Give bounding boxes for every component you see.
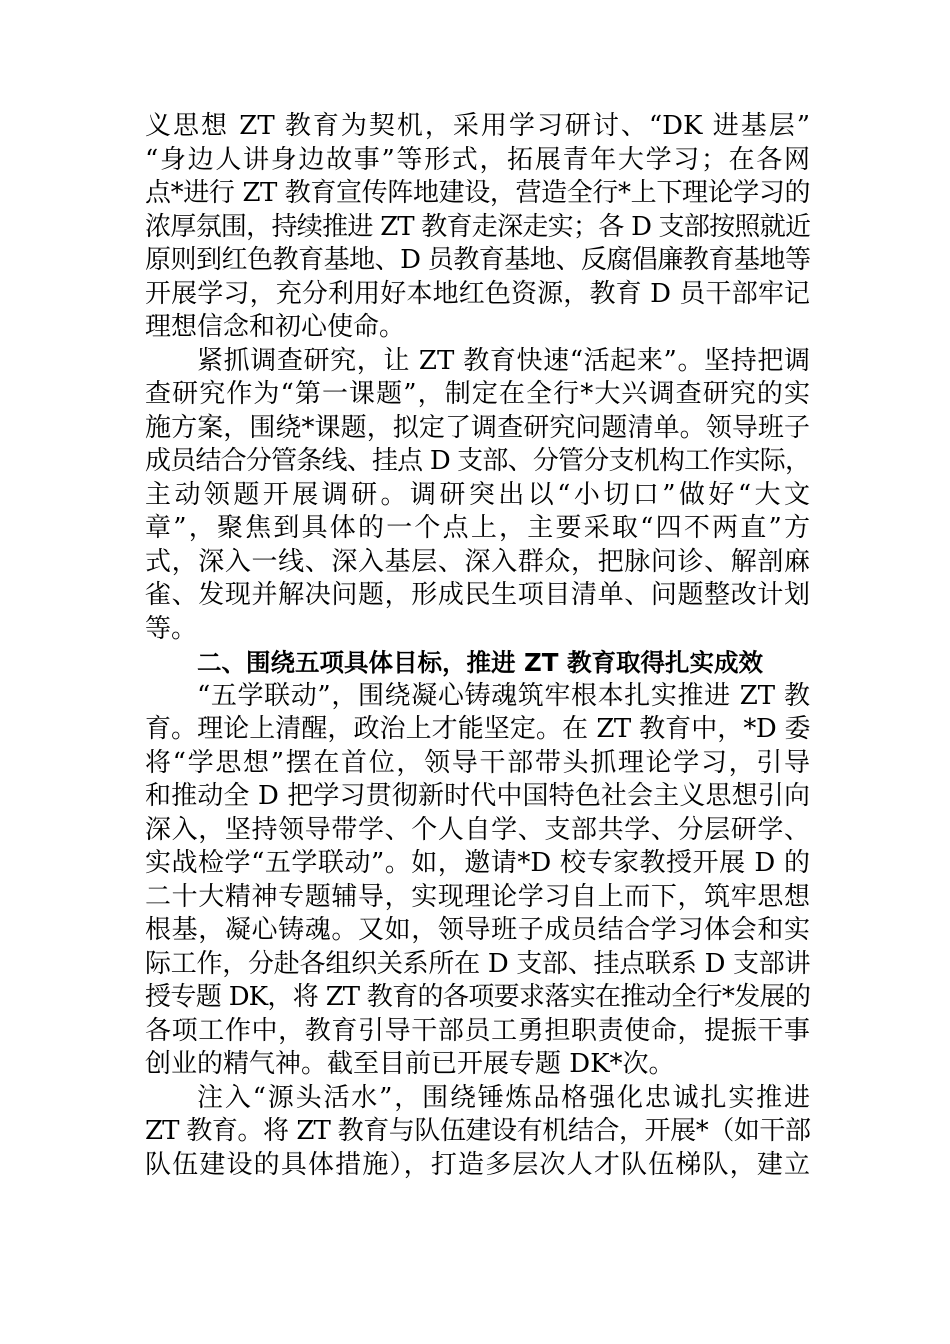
text-line: 和推动全 D 把学习贯彻新时代中国特色社会主义思想引向 (145, 781, 810, 811)
paragraph-first-line: 注入“源头活水”，围绕锤炼品格强化忠诚扎实推进 (197, 1082, 810, 1113)
text-line: 成员结合分管条线、挂点 D 支部、分管分支机构工作实际， (145, 446, 810, 476)
text-line: 点*进行 ZT 教育宣传阵地建设，营造全行*上下理论学习的 (145, 178, 810, 208)
text-line: 将“学思想”摆在首位，领导干部带头抓理论学习，引导 (145, 747, 810, 778)
text-line: 开展学习，充分利用好本地红色资源，教育 D 员干部牢记 (145, 278, 810, 309)
text-line: 理想信念和初心使命。 (145, 312, 406, 342)
text-line: 式，深入一线、深入基层、深入群众，把脉问诊、解剖麻 (145, 546, 810, 577)
text-line: 义思想 ZT 教育为契机，采用学习研讨、“DK 进基层” (145, 111, 810, 141)
text-line: 各项工作中，教育引导干部员工勇担职责使命，提振干事 (145, 1015, 810, 1046)
text-line: 雀、发现并解决问题，形成民生项目清单、问题整改计划 (145, 580, 810, 610)
text-line: 等。 (145, 613, 198, 644)
text-line: 育。理论上清醒，政治上才能坚定。在 ZT 教育中，*D 委 (145, 714, 810, 744)
text-line: 深入，坚持领导带学、个人自学、支部共学、分层研学、 (145, 814, 810, 845)
text-line: 施方案，围绕*课题，拟定了调查研究问题清单。领导班子 (145, 412, 810, 443)
text-line: 实战检学“五学联动”。如，邀请*D 校专家教授开展 D 的 (145, 848, 810, 878)
text-line: ZT 教育。将 ZT 教育与队伍建设有机结合，开展*（如干部 (145, 1116, 810, 1146)
text-line: “身边人讲身边故事”等形式，拓展青年大学习；在各网 (145, 144, 810, 175)
text-line: 授专题 DK，将 ZT 教育的各项要求落实在推动全行*发展的 (145, 982, 810, 1012)
text-line: 查研究作为“第一课题”，制定在全行*大兴调查研究的实 (145, 379, 810, 409)
text-line: 二十大精神专题辅导，实现理论学习自上而下，筑牢思想 (145, 881, 810, 912)
text-line: 主动领题开展调研。调研突出以“小切口”做好“大文 (145, 479, 810, 510)
text-line: 浓厚氛围，持续推进 ZT 教育走深走实；各 D 支部按照就近 (145, 211, 810, 242)
text-line: 际工作，分赴各组织关系所在 D 支部、挂点联系 D 支部讲 (145, 948, 810, 979)
text-line: 队伍建设的具体措施），打造多层次人才队伍梯队，建立 (145, 1149, 810, 1180)
text-line: 根基，凝心铸魂。又如，领导班子成员结合学习体会和实 (145, 915, 810, 945)
document-body (145, 110, 810, 1182)
text-line: 原则到红色教育基地、D 员教育基地、反腐倡廉教育基地等 (145, 245, 810, 275)
text-line: 创业的精气神。截至目前已开展专题 DK*次。 (145, 1049, 675, 1079)
paragraph-first-line: 紧抓调查研究，让 ZT 教育快速“活起来”。坚持把调 (197, 345, 810, 376)
paragraph-first-line: “五学联动”，围绕凝心铸魂筑牢根本扎实推进 ZT 教 (197, 680, 810, 711)
section-heading: 二、围绕五项具体目标，推进 ZT 教育取得扎实成效 (197, 648, 764, 677)
text-line: 章”，聚焦到具体的一个点上，主要采取“四不两直”方 (145, 513, 810, 543)
